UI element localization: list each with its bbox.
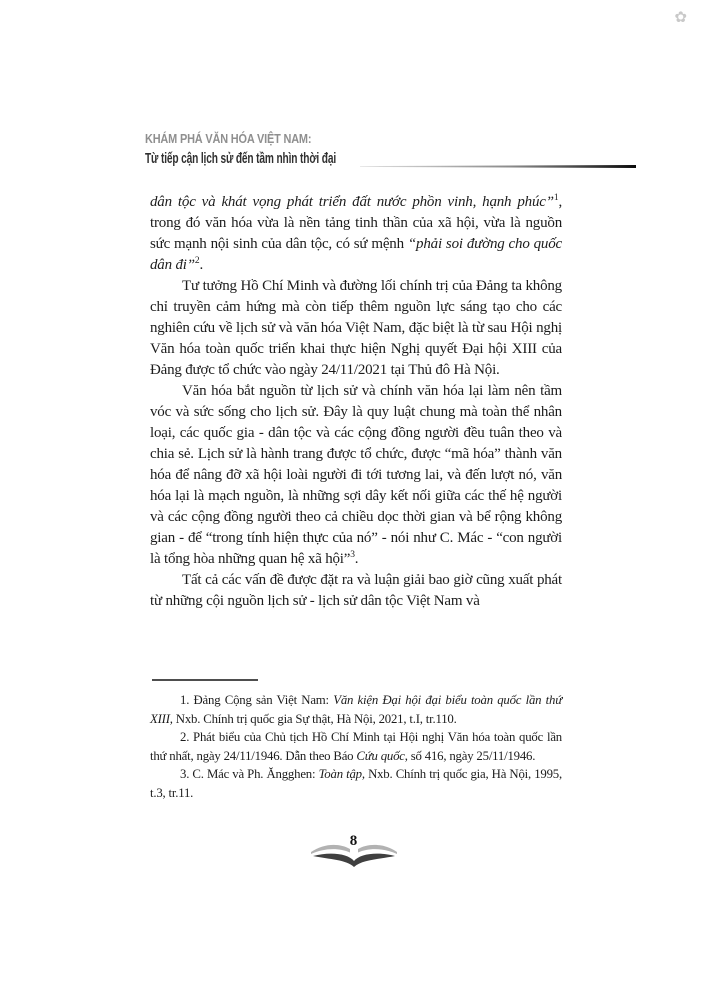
page-number: 8 <box>349 833 358 849</box>
body-paragraph: dân tộc và khát vọng phát triển đất nước phồn vinh, hạnh phúc”$^1$, trong đó văn hóa vừa là nền tảng tinh thần của xã hội, vừa là nguồn sức mạnh nội sinh của dân tộc, có sứ mệnh “phải soi đường cho quốc dân đi”$^2$. <box>150 193 562 273</box>
body-paragraph: Tư tưởng Hồ Chí Minh và đường lối chính trị của Đảng ta không chỉ truyền cảm hứng mà còn tiếp thêm nguồn lực sáng tạo cho các nghiên cứu về lịch sử và văn hóa Việt Nam, đặc biệt là từ sau Hội nghị Văn hóa toàn quốc triển khai thực hiện Nghị quyết Đại hội XIII của Đảng được tổ chức vào ngày 24/11/2021 tại Thủ đô Hà Nội. <box>150 278 562 378</box>
footnote: 1. Đảng Cộng sản Việt Nam: Văn kiện Đại hội đại biểu toàn quốc lần thứ XIII, Nxb. Chính trị quốc gia Sự thật, Hà Nội, 2021, t.I, tr.110. <box>150 693 562 726</box>
flower-icon: ✿ <box>674 8 687 26</box>
footnote: 2. Phát biểu của Chủ tịch Hồ Chí Minh tại Hội nghị Văn hóa toàn quốc lần thứ nhất, ngày 24/11/1946. Dẫn theo Báo Cứu quốc, số 416, ngày 25/11/1946. <box>150 730 562 763</box>
chapter-subtitle: Từ tiếp cận lịch sử đến tầm nhìn thời đại <box>145 151 337 167</box>
body-text <box>150 192 562 612</box>
body-paragraph: Văn hóa bắt nguồn từ lịch sử và chính văn hóa lại làm nên tầm vóc và sức sống cho lịch sử. Đây là quy luật chung mà toàn thể nhân loại, các quốc gia - dân tộc và các cộng đồng người đều tuân theo và chia sẻ. Lịch sử là hành trang được tổ chức, được “mã hóa” thành văn hóa để nâng đỡ xã hội loài người đi tới tương lai, và đến lượt nó, văn hóa lại là mạch nguồn, là những sợi dây kết nối giữa các thế hệ người và các cộng đồng người theo cả chiều dọc thời gian và bể rộng không gian - để “trong tính hiện thực của nó” - nói như C. Mác - “con người là tổng hòa những quan hệ xã hội”$^3$. <box>150 383 562 567</box>
running-header <box>145 132 565 167</box>
footnotes <box>150 691 562 803</box>
page-footer <box>0 833 707 869</box>
footnote: 3. C. Mác và Ph. Ăngghen: Toàn tập, Nxb. Chính trị quốc gia, Hà Nội, 1995, t.3, tr.11. <box>150 767 562 800</box>
book-title: KHÁM PHÁ VĂN HÓA VIỆT NAM: <box>145 131 312 146</box>
footnote-separator <box>152 679 258 681</box>
body-paragraph: Tất cả các vấn đề được đặt ra và luận giải bao giờ cũng xuất phát từ những cội nguồn lịch sử - lịch sử dân tộc Việt Nam và <box>150 572 562 609</box>
